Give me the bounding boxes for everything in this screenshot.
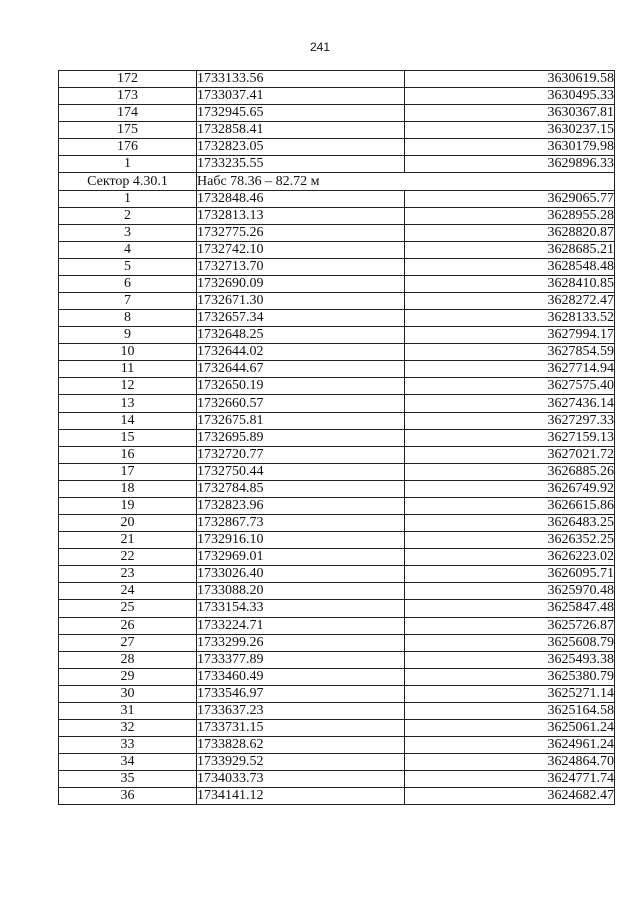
table-row	[59, 634, 615, 651]
y-coordinate-cell: 3630367.81	[405, 105, 615, 122]
section-title: Сектор 4.30.1	[59, 173, 197, 190]
section-header	[59, 173, 615, 190]
x-coordinate-cell: 1732650.19	[197, 378, 405, 395]
table-row	[59, 327, 615, 344]
y-coordinate-cell: 3624771.74	[405, 771, 615, 788]
y-coordinate-cell: 3630619.58	[405, 71, 615, 88]
table-row	[59, 207, 615, 224]
x-coordinate-cell: 1733235.55	[197, 156, 405, 173]
x-coordinate-cell: 1733224.71	[197, 617, 405, 634]
point-number-cell: 14	[59, 412, 197, 429]
point-number-cell: 25	[59, 600, 197, 617]
table-body-top	[59, 71, 615, 173]
x-coordinate-cell: 1732848.46	[197, 190, 405, 207]
table-body-main	[59, 190, 615, 805]
x-coordinate-cell: 1733731.15	[197, 719, 405, 736]
table-row	[59, 480, 615, 497]
x-coordinate-cell: 1733828.62	[197, 737, 405, 754]
y-coordinate-cell: 3627854.59	[405, 344, 615, 361]
table-row	[59, 258, 615, 275]
y-coordinate-cell: 3625271.14	[405, 685, 615, 702]
x-coordinate-cell: 1733460.49	[197, 668, 405, 685]
x-coordinate-cell: 1732784.85	[197, 480, 405, 497]
point-number-cell: 36	[59, 788, 197, 805]
x-coordinate-cell: 1733377.89	[197, 651, 405, 668]
x-coordinate-cell: 1732916.10	[197, 532, 405, 549]
point-number-cell: 15	[59, 429, 197, 446]
y-coordinate-cell: 3629065.77	[405, 190, 615, 207]
x-coordinate-cell: 1732660.57	[197, 395, 405, 412]
x-coordinate-cell: 1732644.67	[197, 361, 405, 378]
x-coordinate-cell: 1732648.25	[197, 327, 405, 344]
table-row	[59, 668, 615, 685]
point-number-cell: 22	[59, 549, 197, 566]
table-row	[59, 310, 615, 327]
table-row	[59, 617, 615, 634]
point-number-cell: 23	[59, 566, 197, 583]
x-coordinate-cell: 1733026.40	[197, 566, 405, 583]
table-row	[59, 105, 615, 122]
table-row	[59, 685, 615, 702]
y-coordinate-cell: 3625608.79	[405, 634, 615, 651]
point-number-cell: 30	[59, 685, 197, 702]
x-coordinate-cell: 1732750.44	[197, 463, 405, 480]
table-row	[59, 275, 615, 292]
table-row	[59, 463, 615, 480]
table-row	[59, 600, 615, 617]
y-coordinate-cell: 3629896.33	[405, 156, 615, 173]
y-coordinate-cell: 3626352.25	[405, 532, 615, 549]
table-row	[59, 361, 615, 378]
x-coordinate-cell: 1733133.56	[197, 71, 405, 88]
y-coordinate-cell: 3626095.71	[405, 566, 615, 583]
table-row	[59, 224, 615, 241]
x-coordinate-cell: 1732945.65	[197, 105, 405, 122]
y-coordinate-cell: 3628955.28	[405, 207, 615, 224]
y-coordinate-cell: 3625847.48	[405, 600, 615, 617]
point-number-cell: 9	[59, 327, 197, 344]
y-coordinate-cell: 3630179.98	[405, 139, 615, 156]
y-coordinate-cell: 3625970.48	[405, 583, 615, 600]
table-row	[59, 497, 615, 514]
table-row	[59, 412, 615, 429]
coordinates-table	[58, 70, 615, 805]
y-coordinate-cell: 3624864.70	[405, 754, 615, 771]
point-number-cell: 4	[59, 241, 197, 258]
x-coordinate-cell: 1732675.81	[197, 412, 405, 429]
point-number-cell: 10	[59, 344, 197, 361]
table-row	[59, 378, 615, 395]
point-number-cell: 19	[59, 497, 197, 514]
table-row	[59, 532, 615, 549]
y-coordinate-cell: 3628410.85	[405, 275, 615, 292]
point-number-cell: 33	[59, 737, 197, 754]
table-row	[59, 651, 615, 668]
table-row	[59, 754, 615, 771]
point-number-cell: 174	[59, 105, 197, 122]
table-row	[59, 71, 615, 88]
x-coordinate-cell: 1732657.34	[197, 310, 405, 327]
section-elevation-note: Набс 78.36 – 82.72 м	[197, 173, 615, 190]
point-number-cell: 175	[59, 122, 197, 139]
x-coordinate-cell: 1732858.41	[197, 122, 405, 139]
y-coordinate-cell: 3627714.94	[405, 361, 615, 378]
point-number-cell: 1	[59, 156, 197, 173]
table-row	[59, 395, 615, 412]
point-number-cell: 173	[59, 88, 197, 105]
y-coordinate-cell: 3624961.24	[405, 737, 615, 754]
y-coordinate-cell: 3625726.87	[405, 617, 615, 634]
point-number-cell: 17	[59, 463, 197, 480]
table-row	[59, 190, 615, 207]
table-row	[59, 122, 615, 139]
table-row	[59, 566, 615, 583]
x-coordinate-cell: 1732823.96	[197, 497, 405, 514]
y-coordinate-cell: 3627994.17	[405, 327, 615, 344]
x-coordinate-cell: 1732867.73	[197, 515, 405, 532]
point-number-cell: 21	[59, 532, 197, 549]
x-coordinate-cell: 1732775.26	[197, 224, 405, 241]
point-number-cell: 28	[59, 651, 197, 668]
table-row	[59, 737, 615, 754]
table-row	[59, 139, 615, 156]
point-number-cell: 26	[59, 617, 197, 634]
table-row	[59, 344, 615, 361]
y-coordinate-cell: 3628685.21	[405, 241, 615, 258]
table-row	[59, 719, 615, 736]
y-coordinate-cell: 3628820.87	[405, 224, 615, 241]
point-number-cell: 2	[59, 207, 197, 224]
point-number-cell: 35	[59, 771, 197, 788]
point-number-cell: 29	[59, 668, 197, 685]
table-row	[59, 156, 615, 173]
y-coordinate-cell: 3627159.13	[405, 429, 615, 446]
section-row	[59, 173, 615, 190]
x-coordinate-cell: 1732823.05	[197, 139, 405, 156]
point-number-cell: 11	[59, 361, 197, 378]
y-coordinate-cell: 3624682.47	[405, 788, 615, 805]
x-coordinate-cell: 1732813.13	[197, 207, 405, 224]
table-row	[59, 788, 615, 805]
point-number-cell: 6	[59, 275, 197, 292]
y-coordinate-cell: 3626885.26	[405, 463, 615, 480]
point-number-cell: 7	[59, 293, 197, 310]
point-number-cell: 27	[59, 634, 197, 651]
x-coordinate-cell: 1733546.97	[197, 685, 405, 702]
x-coordinate-cell: 1733299.26	[197, 634, 405, 651]
y-coordinate-cell: 3625061.24	[405, 719, 615, 736]
y-coordinate-cell: 3627297.33	[405, 412, 615, 429]
point-number-cell: 31	[59, 702, 197, 719]
table-row	[59, 293, 615, 310]
x-coordinate-cell: 1732742.10	[197, 241, 405, 258]
x-coordinate-cell: 1732713.70	[197, 258, 405, 275]
y-coordinate-cell: 3628272.47	[405, 293, 615, 310]
y-coordinate-cell: 3628548.48	[405, 258, 615, 275]
point-number-cell: 8	[59, 310, 197, 327]
point-number-cell: 12	[59, 378, 197, 395]
y-coordinate-cell: 3630495.33	[405, 88, 615, 105]
point-number-cell: 20	[59, 515, 197, 532]
point-number-cell: 32	[59, 719, 197, 736]
x-coordinate-cell: 1732969.01	[197, 549, 405, 566]
x-coordinate-cell: 1732644.02	[197, 344, 405, 361]
table-row	[59, 88, 615, 105]
table-row	[59, 583, 615, 600]
y-coordinate-cell: 3626483.25	[405, 515, 615, 532]
y-coordinate-cell: 3626749.92	[405, 480, 615, 497]
x-coordinate-cell: 1732671.30	[197, 293, 405, 310]
point-number-cell: 1	[59, 190, 197, 207]
point-number-cell: 34	[59, 754, 197, 771]
table-row	[59, 702, 615, 719]
x-coordinate-cell: 1733037.41	[197, 88, 405, 105]
point-number-cell: 172	[59, 71, 197, 88]
point-number-cell: 18	[59, 480, 197, 497]
x-coordinate-cell: 1733154.33	[197, 600, 405, 617]
table-row	[59, 771, 615, 788]
x-coordinate-cell: 1732720.77	[197, 446, 405, 463]
point-number-cell: 176	[59, 139, 197, 156]
x-coordinate-cell: 1733929.52	[197, 754, 405, 771]
x-coordinate-cell: 1733637.23	[197, 702, 405, 719]
point-number-cell: 5	[59, 258, 197, 275]
x-coordinate-cell: 1732690.09	[197, 275, 405, 292]
y-coordinate-cell: 3625380.79	[405, 668, 615, 685]
y-coordinate-cell: 3627575.40	[405, 378, 615, 395]
point-number-cell: 16	[59, 446, 197, 463]
y-coordinate-cell: 3625493.38	[405, 651, 615, 668]
table-row	[59, 429, 615, 446]
x-coordinate-cell: 1734141.12	[197, 788, 405, 805]
point-number-cell: 24	[59, 583, 197, 600]
table-row	[59, 549, 615, 566]
point-number-cell: 3	[59, 224, 197, 241]
y-coordinate-cell: 3630237.15	[405, 122, 615, 139]
y-coordinate-cell: 3626223.02	[405, 549, 615, 566]
y-coordinate-cell: 3627021.72	[405, 446, 615, 463]
x-coordinate-cell: 1732695.89	[197, 429, 405, 446]
page-number: 241	[309, 40, 331, 54]
x-coordinate-cell: 1734033.73	[197, 771, 405, 788]
y-coordinate-cell: 3626615.86	[405, 497, 615, 514]
x-coordinate-cell: 1733088.20	[197, 583, 405, 600]
y-coordinate-cell: 3627436.14	[405, 395, 615, 412]
y-coordinate-cell: 3628133.52	[405, 310, 615, 327]
table-row	[59, 241, 615, 258]
y-coordinate-cell: 3625164.58	[405, 702, 615, 719]
table-row	[59, 446, 615, 463]
table-row	[59, 515, 615, 532]
point-number-cell: 13	[59, 395, 197, 412]
